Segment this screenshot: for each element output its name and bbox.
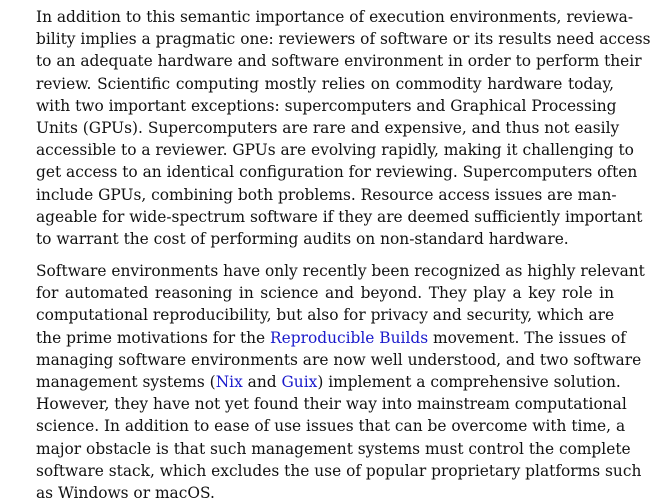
text-line <box>36 349 642 371</box>
text-run: include GPUs, combining both problems. Resource access issues are man- <box>36 185 617 204</box>
text-run: In addition to this semantic importance of execution environments, reviewa- <box>36 8 634 26</box>
text-run: get access to an identical configuration for reviewing. Supercomputers often <box>36 163 638 182</box>
text-run: bility implies a pragmatic one: reviewers of software or its results need access <box>36 30 651 49</box>
text-run: to an adequate hardware and software environment in order to perform their <box>36 52 642 71</box>
link-nix[interactable]: Nix <box>215 373 243 392</box>
text-run: for automated reasoning in science and beyond. They play a key role in <box>36 284 614 303</box>
text-run: major obstacle is that such management systems must control the complete <box>36 439 631 458</box>
text-run: ageable for wide-spectrum software if they are deemed sufficiently important <box>36 207 643 226</box>
paragraph-execution-environments <box>36 6 651 250</box>
text-run: science. In addition to ease of use issues that can be overcome with time, a <box>36 417 626 436</box>
text-line <box>36 282 614 304</box>
text-run: and <box>242 373 282 392</box>
text-run: movement. The issues of <box>428 328 626 347</box>
text-run: to warrant the cost of performing audits on non-standard hardware. <box>36 230 569 249</box>
text-line <box>36 228 614 250</box>
text-line <box>36 50 642 72</box>
text-line <box>36 139 634 161</box>
text-line <box>36 206 643 228</box>
text-line <box>36 371 621 393</box>
text-line <box>36 73 614 95</box>
paragraph-software-environments <box>36 260 645 504</box>
link-reproducible-builds[interactable]: Reproducible Builds <box>270 328 429 347</box>
link-guix[interactable]: Guix <box>281 373 318 392</box>
text-line <box>36 393 627 415</box>
text-line <box>36 460 642 482</box>
text-run: review. Scientific computing mostly relies on commodity hardware today, <box>36 74 614 93</box>
text-run: managing software environments are now well understood, and two software <box>36 350 642 369</box>
text-run: with two important exceptions: supercomputers and Graphical Processing <box>36 96 617 115</box>
text-run: However, they have not yet found their way into mainstream computational <box>36 395 627 414</box>
text-line <box>36 95 617 117</box>
text-line <box>36 304 614 326</box>
text-run: computational reproducibility, but also for privacy and security, which are <box>36 306 615 325</box>
text-run: as Windows or macOS. <box>36 484 215 503</box>
text-line <box>36 260 645 282</box>
text-line <box>36 6 634 28</box>
text-line <box>36 184 617 206</box>
text-line <box>36 161 638 183</box>
text-run: software stack, which excludes the use of popular proprietary platforms such <box>36 461 642 480</box>
text-line <box>36 415 626 437</box>
text-line <box>36 117 620 139</box>
text-run: Software environments have only recently been recognized as highly relevant <box>36 262 645 280</box>
text-run: accessible to a reviewer. GPUs are evolving rapidly, making it challenging to <box>36 141 634 160</box>
text-line <box>36 28 651 50</box>
text-run: the prime motivations for the <box>36 328 271 347</box>
text-run: management systems ( <box>36 373 216 392</box>
text-run: ) implement a comprehensive solution. <box>317 373 621 392</box>
text-line <box>36 327 626 349</box>
text-line <box>36 482 614 504</box>
text-line <box>36 438 631 460</box>
text-run: Units (GPUs). Supercomputers are rare and expensive, and thus not easily <box>36 119 620 138</box>
